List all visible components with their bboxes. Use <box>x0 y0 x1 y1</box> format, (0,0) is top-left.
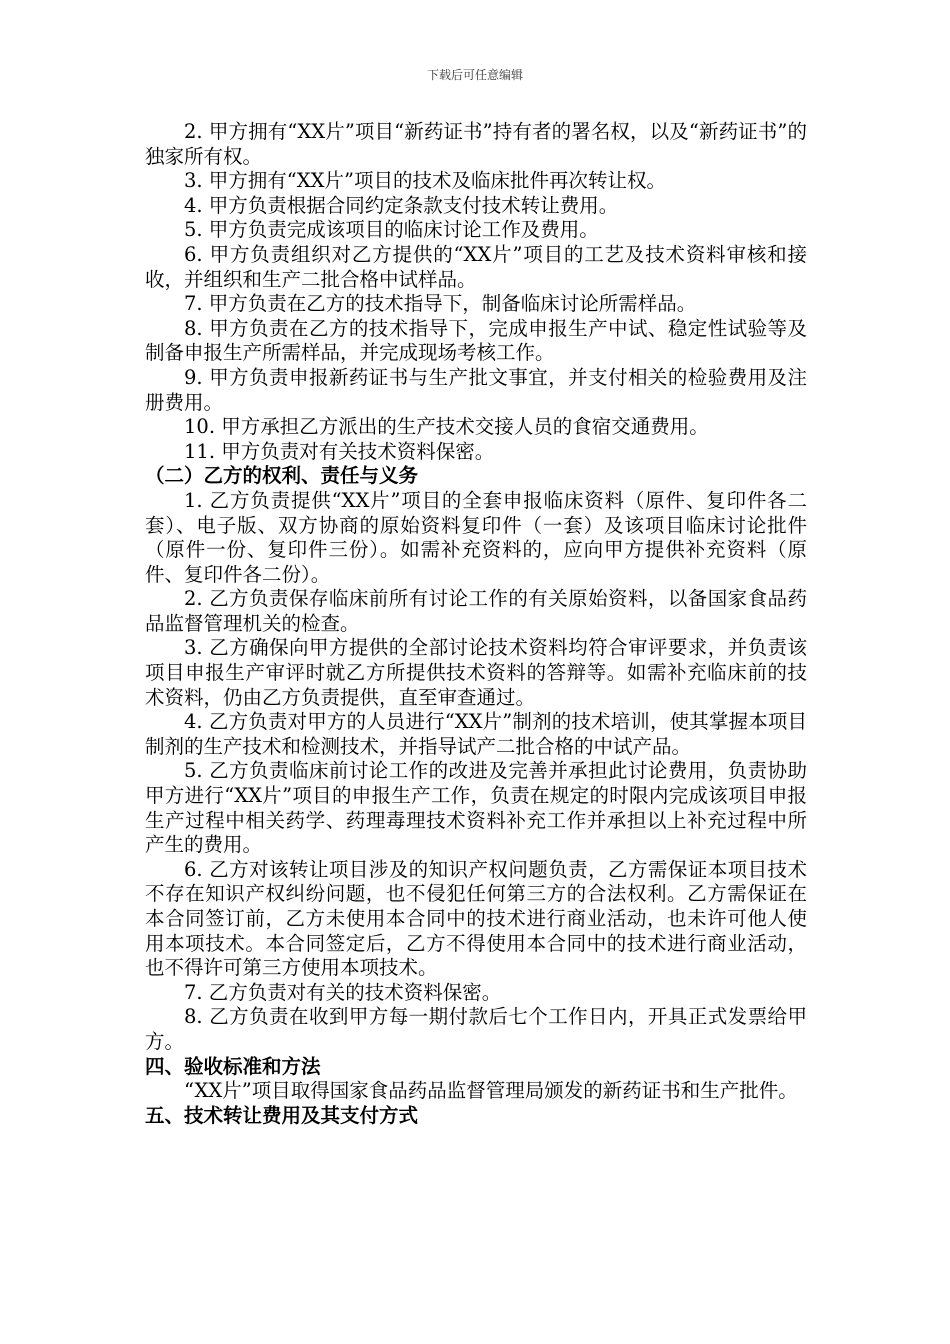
clause-paragraph: 11. 甲方负责对有关技术资料保密。 <box>184 439 495 463</box>
clause-paragraph: 4. 甲方负责根据合同约定条款支付技术转让费用。 <box>184 193 619 217</box>
clause-paragraph: 1. 乙方负责提供“XX片”项目的全套申报临床资料（原件、复印件各二套）、电子版、双方协商的原始资料复印件（一套）及该项目临床讨论批件（原件一份、复印件三份）。如需补充资料的，应向甲方提供补充资料（原件、复印件各二份）。 <box>145 488 807 586</box>
clause-paragraph: 10. 甲方承担乙方派出的生产技术交接人员的食宿交通费用。 <box>184 415 709 439</box>
section-heading: 四、验收标准和方法 <box>145 1054 321 1078</box>
section-heading: （二）乙方的权利、责任与义务 <box>145 464 419 488</box>
clause-paragraph: 2. 乙方负责保存临床前所有讨论工作的有关原始资料，以备国家食品药品监督管理机关的检查。 <box>145 587 807 635</box>
clause-paragraph: 5. 甲方负责完成该项目的临床讨论工作及费用。 <box>184 218 599 242</box>
page-header: 下载后可任意编辑 <box>426 68 523 82</box>
clause-paragraph: 8. 甲方负责在乙方的技术指导下，完成申报生产中试、稳定性试验等及制备申报生产所需样品，并完成现场考核工作。 <box>145 316 807 365</box>
clause-paragraph: 6. 乙方对该转让项目涉及的知识产权问题负责，乙方需保证本项目技术不存在知识产权纠纷问题，也不侵犯任何第三方的合法权利。乙方需保证在本合同签订前，乙方未使用本合同中的技术进行商业活动，也未许可他人使用本项技术。本合同签定后，乙方不得使用本合同中的技术进行商业活动，也不得许可第三方使用本项技术。 <box>145 857 807 980</box>
clause-paragraph: “XX片”项目取得国家食品药品监督管理局颁发的新药证书和生产批件。 <box>184 1079 798 1103</box>
clause-paragraph: 2. 甲方拥有“XX片”项目“新药证书”持有者的署名权，以及“新药证书”的独家所有权。 <box>145 120 807 168</box>
clause-paragraph: 7. 甲方负责在乙方的技术指导下，制备临床讨论所需样品。 <box>184 292 697 316</box>
section-heading: 五、技术转让费用及其支付方式 <box>145 1103 419 1127</box>
clause-paragraph: 8. 乙方负责在收到甲方每一期付款后七个工作日内，开具正式发票给甲方。 <box>145 1005 807 1053</box>
clause-paragraph: 4. 乙方负责对甲方的人员进行“XX片”制剂的技术培训，使其掌握本项目制剂的生产技术和检测技术，并指导试产二批合格的中试产品。 <box>145 710 807 758</box>
clause-paragraph: 3. 乙方确保向甲方提供的全部讨论技术资料均符合审评要求，并负责该项目申报生产审评时就乙方所提供技术资料的答辩等。如需补充临床前的技术资料，仍由乙方负责提供，直至审查通过。 <box>145 636 807 709</box>
clause-paragraph: 7. 乙方负责对有关的技术资料保密。 <box>184 980 502 1004</box>
clause-paragraph: 3. 甲方拥有“XX片”项目的技术及临床批件再次转让权。 <box>184 169 667 193</box>
document-body <box>145 120 807 1128</box>
clause-paragraph: 6. 甲方负责组织对乙方提供的“XX片”项目的工艺及技术资料审核和接收，并组织和生产二批合格中试样品。 <box>145 242 807 291</box>
clause-paragraph: 9. 甲方负责申报新药证书与生产批文事宜，并支付相关的检验费用及注册费用。 <box>145 365 807 414</box>
clause-paragraph: 5. 乙方负责临床前讨论工作的改进及完善并承担此讨论费用，负责协助甲方进行“XX片”项目的申报生产工作，负责在规定的时限内完成该项目申报生产过程中相关药学、药理毒理技术资料补充工作并承担以上补充过程中所产生的费用。 <box>145 759 807 857</box>
